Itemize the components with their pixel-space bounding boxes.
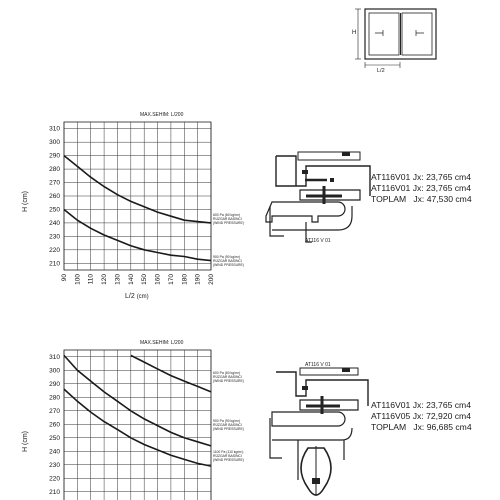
- y-tick-label: 220: [49, 475, 60, 483]
- chart1-legend-lower: [213, 255, 244, 267]
- profile-1-caption: AT116 V 01: [305, 238, 331, 244]
- y-tick-label: 260: [49, 421, 60, 429]
- series-line-2: [64, 210, 211, 261]
- x-tick-label: 130: [114, 274, 122, 285]
- spec-line: AT116V01 Jx: 23,765 cm4: [371, 172, 471, 182]
- y-tick-label: 210: [49, 260, 60, 268]
- y-tick-label: 310: [49, 353, 60, 361]
- chart1-title: MAX.SEHIM: L/200: [140, 112, 184, 118]
- chart1-specs: [371, 172, 472, 205]
- chart2-legend-c: [213, 450, 244, 462]
- spec-line: TOPLAM Jx: 47,530 cm4: [371, 194, 472, 204]
- y-tick-label: 270: [49, 407, 60, 415]
- y-tick-label: 260: [49, 193, 60, 200]
- window-width-label: L/2: [377, 68, 385, 74]
- chart1-xlabel-text: L/2: [125, 293, 135, 300]
- spec-line: AT116V01 Jx: 23,765 cm4: [371, 183, 471, 193]
- x-tick-label: 160: [154, 274, 162, 285]
- y-tick-label: 270: [49, 179, 60, 187]
- x-tick-label: 180: [181, 274, 189, 285]
- x-tick-label: 200: [208, 274, 215, 285]
- series-line-3: [64, 389, 211, 466]
- y-tick-label: 250: [49, 206, 60, 214]
- x-tick-label: 110: [87, 274, 95, 285]
- y-tick-label: 300: [49, 139, 60, 147]
- x-tick-label: 120: [101, 274, 109, 285]
- chart1-legend-upper: [213, 213, 244, 225]
- series-line-1: [131, 355, 211, 392]
- y-tick-label: 310: [49, 125, 60, 133]
- series-line-2: [64, 355, 211, 446]
- legend-line: 900 Pa (90 kg/m²): [213, 419, 241, 423]
- legend-line: 600 Pa (60 kg/m²): [213, 371, 241, 375]
- legend-line: RÜZGAR BASINCI: [213, 423, 242, 427]
- y-tick-label: 300: [49, 367, 60, 375]
- y-tick-label: 240: [49, 219, 60, 227]
- y-tick-label: 290: [49, 380, 60, 388]
- y-tick-label: 240: [49, 448, 60, 456]
- y-tick-label: 280: [49, 394, 60, 402]
- x-tick-label: 90: [61, 274, 68, 282]
- legend-line: 1100 Pa (110 kg/m²): [213, 450, 244, 454]
- x-tick-label: 100: [74, 274, 82, 285]
- x-tick-label: 140: [127, 274, 135, 285]
- chart1-xlabel-unit: (cm): [136, 294, 149, 300]
- x-tick-label: 150: [141, 274, 149, 285]
- legend-line: RÜZGAR BASINCI: [213, 259, 242, 263]
- legend-line: (WIND PRESSURE): [213, 458, 244, 462]
- window-frame: [355, 9, 436, 68]
- y-tick-label: 230: [49, 461, 60, 469]
- y-tick-label: 230: [49, 233, 60, 241]
- spec-line: TOPLAM Jx: 96,685 cm4: [371, 422, 472, 432]
- legend-line: RÜZGAR BASINCI: [213, 217, 242, 221]
- legend-line: (WIND PRESSURE): [213, 221, 244, 225]
- chart1-ylabel: H (cm): [22, 191, 29, 212]
- legend-line: 900 Pa (90 kg/m²): [213, 255, 241, 259]
- y-tick-label: 290: [49, 152, 60, 160]
- chart2-legend-a: [213, 371, 244, 383]
- chart2-title: MAX.SEHIM: L/200: [140, 340, 184, 346]
- legend-line: (WIND PRESSURE): [213, 263, 244, 267]
- chart2-ylabel: H (cm): [22, 431, 29, 452]
- y-tick-label: 280: [49, 166, 60, 174]
- x-tick-label: 170: [167, 274, 175, 285]
- chart2-specs: [371, 400, 472, 433]
- spec-line: AT116V01 Jx: 23,765 cm4: [371, 400, 471, 410]
- plot-frame: [64, 350, 211, 500]
- chart2-legend-b: [213, 419, 244, 431]
- window-height-label: H: [352, 30, 357, 36]
- legend-line: (WIND PRESSURE): [213, 379, 244, 383]
- y-tick-label: 220: [49, 246, 60, 254]
- y-tick-label: 210: [49, 488, 60, 496]
- plot-frame: [64, 122, 211, 270]
- legend-line: RÜZGAR BASINCI: [213, 454, 242, 458]
- spec-line: AT116V05 Jx: 72,920 cm4: [371, 411, 471, 421]
- legend-line: RÜZGAR BASINCI: [213, 375, 242, 379]
- profile-2-caption: AT116 V 01: [305, 362, 331, 368]
- legend-line: 600 Pa (60 kg/m²): [213, 213, 241, 217]
- chart1-xlabel: [125, 293, 149, 300]
- series-line-1: [64, 156, 211, 223]
- x-tick-label: 190: [194, 274, 202, 285]
- legend-line: (WIND PRESSURE): [213, 427, 244, 431]
- y-tick-label: 250: [49, 434, 60, 442]
